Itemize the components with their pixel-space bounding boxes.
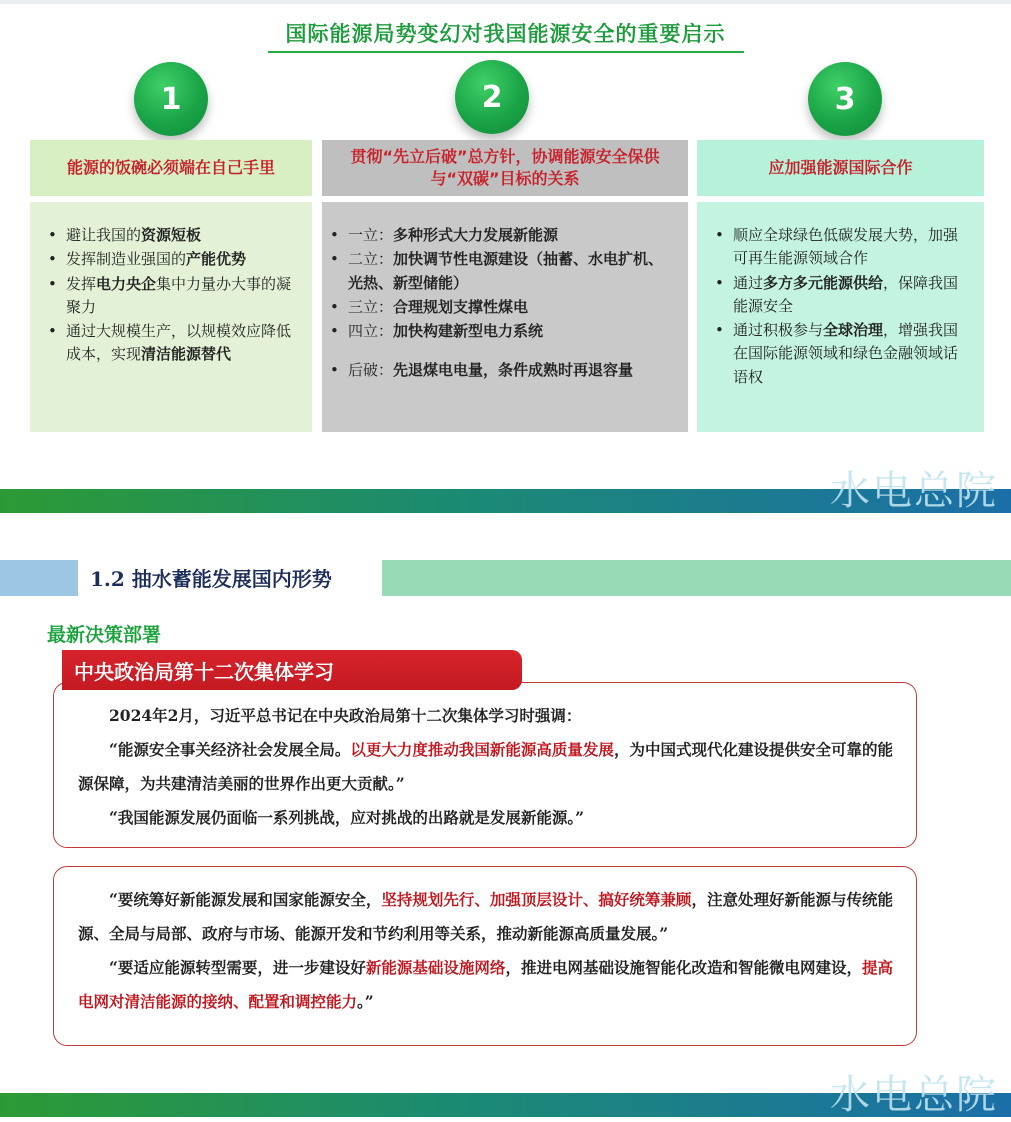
list-item: • 发挥电力央企集中力量办大事的凝聚力 <box>44 273 298 320</box>
column-3-body <box>697 202 984 432</box>
number-badge-1: 1 <box>134 62 208 136</box>
list-item: • 避让我国的资源短板 <box>44 224 298 247</box>
list-item: • 顺应全球绿色低碳发展大势，加强可再生能源领域合作 <box>711 224 970 271</box>
quote-paragraph: “要统筹好新能源发展和国家能源安全，坚持规划先行、加强顶层设计、搞好统筹兼顾，注意处理好新能源与传统能源、全局与局部、政府与市场、能源开发和节约利用等关系，推动新能源高质量发展。” <box>78 890 893 943</box>
column-3-header: 应加强能源国际合作 <box>697 140 984 196</box>
column-2-header: 贯彻“先立后破”总方针，协调能源安全保供与“双碳”目标的关系 <box>322 140 688 196</box>
watermark-logo-2: 水电总院 <box>830 1072 998 1118</box>
slide-title: 国际能源局势变幻对我国能源安全的重要启示 <box>285 21 726 46</box>
list-item: • 后破：先退煤电电量，条件成熟时再退容量 <box>326 359 674 382</box>
quote-box-2 <box>53 866 917 1046</box>
meeting-tab-title: 中央政治局第十二次集体学习 <box>62 650 522 690</box>
subtitle: 最新决策部署 <box>47 624 162 646</box>
list-item: • 通过大规模生产，以规模效应降低成本，实现清洁能源替代 <box>44 320 298 367</box>
column-1-list <box>44 224 298 367</box>
list-item: • 四立：加快构建新型电力系统 <box>326 320 674 343</box>
quote-paragraph: 2024年2月，习近平总书记在中央政治局第十二次集体学习时强调： <box>109 706 582 725</box>
column-2-list <box>326 224 674 383</box>
number-badge-3: 3 <box>808 62 882 136</box>
watermark-logo: 水电总院 <box>830 468 998 514</box>
list-item: • 一立：多种形式大力发展新能源 <box>326 224 674 247</box>
title-underline <box>268 51 744 53</box>
quote-paragraph: “我国能源发展仍面临一系列挑战，应对挑战的出路就是发展新能源。” <box>109 808 585 827</box>
number-badge-2: 2 <box>455 60 529 134</box>
list-item: • 二立：加快调节性电源建设（抽蓄、水电扩机、光热、新型储能） <box>326 248 674 295</box>
slide-energy-security <box>0 0 1011 520</box>
section-bar-left <box>0 560 78 596</box>
column-1-body <box>30 202 312 432</box>
list-item: • 通过多方多元能源供给，保障我国能源安全 <box>711 272 970 319</box>
quote-paragraph: “能源安全事关经济社会发展全局。以更大力度推动我国新能源高质量发展，为中国式现代化建设提供安全可靠的能源保障，为共建清洁美丽的世界作出更大贡献。” <box>78 740 893 793</box>
top-divider <box>0 0 1011 4</box>
list-item: • 通过积极参与全球治理，增强我国在国际能源领域和绿色金融领域话语权 <box>711 319 970 389</box>
column-1-header: 能源的饭碗必须端在自己手里 <box>30 140 312 196</box>
column-2-body <box>322 202 688 432</box>
quote-box-1 <box>53 682 917 848</box>
list-item: • 发挥制造业强国的产能优势 <box>44 248 298 271</box>
section-bar-right <box>382 560 1011 596</box>
section-title: 1.2 抽水蓄能发展国内形势 <box>90 567 332 591</box>
column-3-list <box>711 224 970 389</box>
quote-paragraph: “要适应能源转型需要，进一步建设好新能源基础设施网络，推进电网基础设施智能化改造和智能微电网建设，提高电网对清洁能源的接纳、配置和调控能力。” <box>78 958 893 1011</box>
list-item: • 三立：合理规划支撑性煤电 <box>326 296 674 319</box>
